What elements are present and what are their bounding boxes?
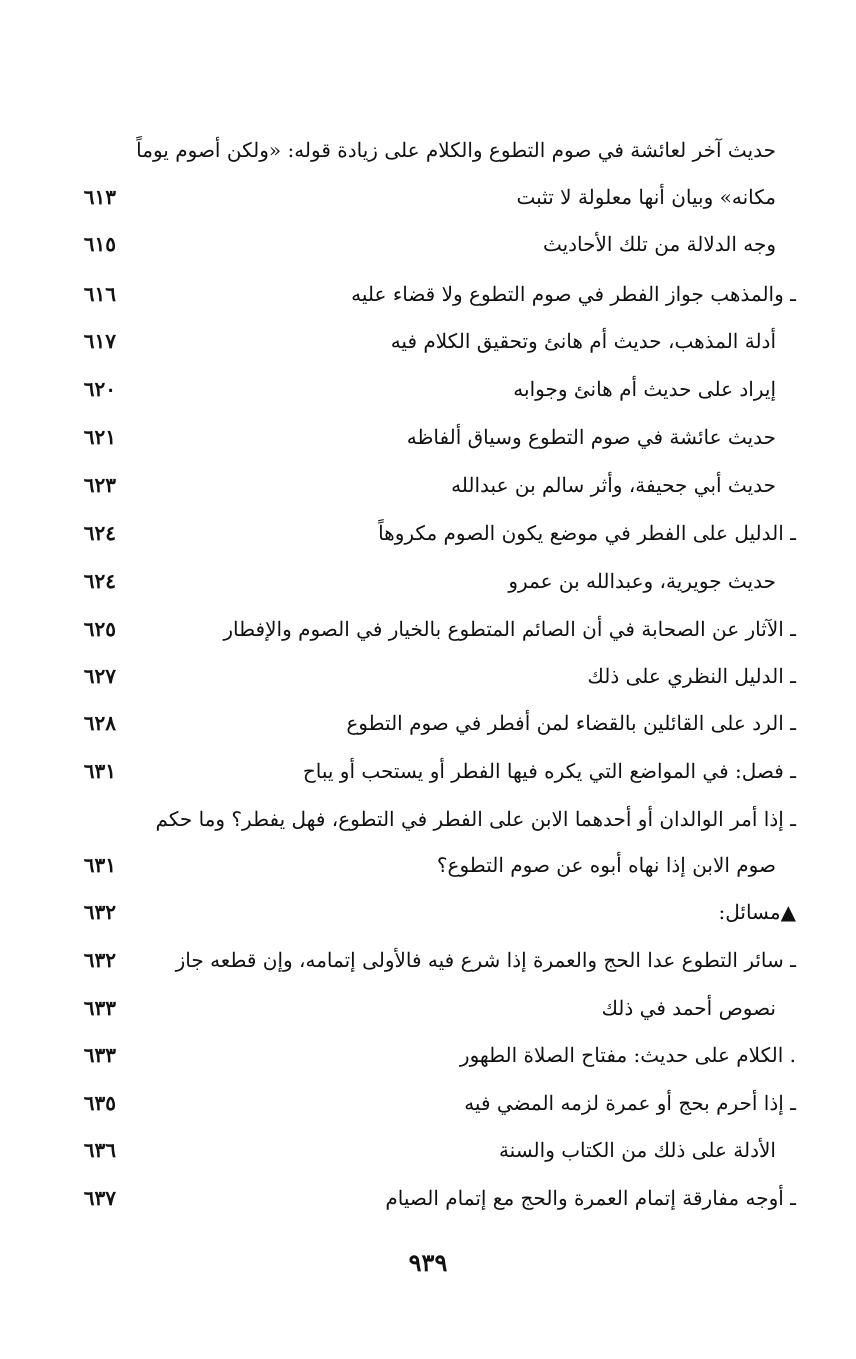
toc-page-number: ٦٢١	[83, 425, 116, 449]
toc-entry-text: صوم الابن إذا نهاه أبوه عن صوم التطوع؟	[436, 853, 776, 877]
toc-page-number: ٦٢٤	[83, 569, 116, 593]
toc-entry-text: ـ إذا أمر الوالدان أو أحدهما الابن على الفطر في التطوع، فهل يفطر؟ وما حكم	[155, 807, 796, 831]
toc-entry-text: ـ فصل: في المواضع التي يكره فيها الفطر أو يستحب أو يباح	[302, 759, 796, 783]
toc-page-number: ٦٣٧	[83, 1186, 116, 1210]
toc-entry-text: ـ الدليل على الفطر في موضع يكون الصوم مكروهاً	[378, 521, 796, 545]
toc-row	[0, 756, 856, 796]
toc-page-number: ٦٣٦	[83, 1138, 116, 1162]
toc-page-number: ٦٢٣	[83, 473, 116, 497]
toc-page-number: ٦٢٥	[83, 617, 116, 641]
toc-page-number: ٦١٣	[83, 185, 116, 209]
toc-entry-text: أدلة المذهب، حديث أم هانئ وتحقيق الكلام فيه	[390, 329, 776, 353]
toc-row	[0, 229, 856, 269]
toc-row	[0, 993, 856, 1033]
toc-entry-text: ـ والمذهب جواز الفطر في صوم التطوع ولا قضاء عليه	[351, 282, 796, 306]
toc-entry-text: ـ الدليل النظري على ذلك	[587, 664, 796, 688]
toc-row	[0, 614, 856, 654]
toc-page-number: ٦٢٤	[83, 521, 116, 545]
toc-row	[0, 566, 856, 606]
toc-page-number: ٦٣٢	[83, 900, 116, 924]
toc-row	[0, 1135, 856, 1175]
toc-entry-text: إيراد على حديث أم هانئ وجوابه	[513, 377, 776, 401]
toc-page-number: ٦٣١	[83, 853, 116, 877]
toc-row	[0, 897, 856, 937]
toc-row	[0, 1183, 856, 1223]
toc-row	[0, 422, 856, 462]
toc-entry-text: حديث جويرية، وعبدالله بن عمرو	[508, 569, 776, 593]
toc-row	[0, 945, 856, 985]
toc-entry-text: ـ إذا أحرم بحج أو عمرة لزمه المضي فيه	[464, 1091, 796, 1115]
toc-page-number: ٦١٧	[83, 329, 116, 353]
toc-row	[0, 1088, 856, 1128]
toc-entry-text: ـ أوجه مفارقة إتمام العمرة والحج مع إتمام الصيام	[385, 1186, 796, 1210]
toc-entry-text: ـ سائر التطوع عدا الحج والعمرة إذا شرع فيه فالأولى إتمامه، وإن قطعه جاز	[175, 948, 796, 972]
toc-row	[0, 804, 856, 844]
toc-entry-text: ـ الآثار عن الصحابة في أن الصائم المتطوع بالخيار في الصوم والإفطار	[223, 617, 796, 641]
toc-entry-text: مكانه» وبيان أنها معلولة لا تثبت	[516, 185, 776, 209]
toc-entry-text: نصوص أحمد في ذلك	[601, 996, 776, 1020]
toc-row	[0, 374, 856, 414]
toc-entry-text: وجه الدلالة من تلك الأحاديث	[542, 232, 776, 256]
toc-row	[0, 518, 856, 558]
toc-entry-text: حديث أبي جحيفة، وأثر سالم بن عبدالله	[451, 473, 776, 497]
toc-page-number: ٦٢٨	[83, 711, 116, 735]
toc-entry-text: ▲مسائل:	[718, 900, 796, 924]
toc-entry-text: . الكلام على حديث: مفتاح الصلاة الطهور	[459, 1043, 796, 1067]
toc-page-number: ٦٣٣	[83, 996, 116, 1020]
toc-row	[0, 279, 856, 319]
toc-row	[0, 135, 856, 175]
toc-page-number: ٦٢٧	[83, 664, 116, 688]
toc-page-number: ٦٣٥	[83, 1091, 116, 1115]
toc-entry-text: حديث عائشة في صوم التطوع وسياق ألفاظه	[406, 425, 776, 449]
toc-row	[0, 470, 856, 510]
toc-page-number: ٦١٦	[83, 282, 116, 306]
toc-row	[0, 1040, 856, 1080]
toc-row	[0, 708, 856, 748]
toc-page-number: ٦١٥	[83, 232, 116, 256]
toc-entry-text: الأدلة على ذلك من الكتاب والسنة	[498, 1138, 776, 1162]
toc-row	[0, 182, 856, 222]
folio-page-number: ٩٣٩	[408, 1248, 448, 1277]
toc-row	[0, 850, 856, 890]
toc-page-number: ٦٣١	[83, 759, 116, 783]
toc-page-number: ٦٣٣	[83, 1043, 116, 1067]
toc-entry-text: حديث آخر لعائشة في صوم التطوع والكلام على زيادة قوله: «ولكن أصوم يوماً	[136, 138, 776, 162]
toc-row	[0, 326, 856, 366]
toc-page-number: ٦٣٢	[83, 948, 116, 972]
toc-entry-text: ـ الرد على القائلين بالقضاء لمن أفطر في صوم التطوع	[346, 711, 796, 735]
toc-row	[0, 661, 856, 701]
toc-page-number: ٦٢٠	[83, 377, 116, 401]
